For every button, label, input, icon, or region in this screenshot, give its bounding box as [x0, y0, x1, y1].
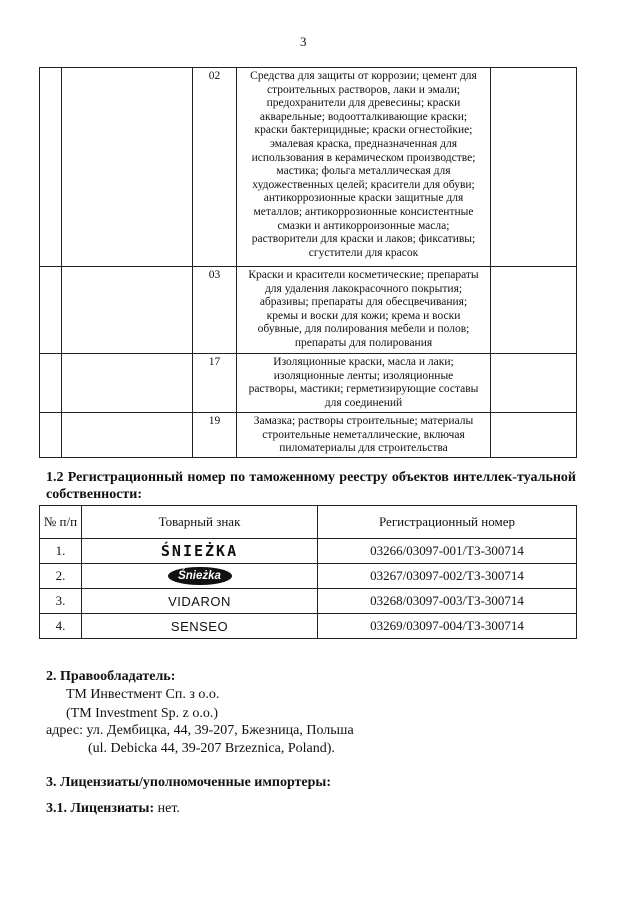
page-number: 3	[300, 34, 307, 49]
reg-number: 03266/03097-001/ТЗ-300714	[318, 539, 577, 564]
header-reg-number: Регистрационный номер	[318, 506, 577, 539]
table-row	[40, 68, 577, 267]
description-line: Замазка; растворы строительные; материалы	[253, 414, 474, 427]
row-num: 2.	[40, 564, 82, 589]
description-line: краски бактерицидные; краски огнестойкие;	[254, 124, 473, 137]
empty-cell	[40, 353, 62, 412]
description-line: Средства для защиты от коррозии; цемент для	[250, 70, 477, 82]
licensees-value: нет.	[157, 801, 180, 816]
header-trademark: Товарный знак	[82, 506, 318, 539]
reg-number: 03269/03097-004/ТЗ-300714	[318, 614, 577, 639]
licensees-label: 3.1. Лицензиаты:	[46, 801, 155, 816]
description-line: строительные неметаллические, включая	[262, 428, 465, 441]
empty-cell	[491, 412, 577, 457]
empty-cell	[62, 412, 193, 457]
section-1-2-title: 1.2 Регистрационный номер по таможенному реестру объектов интеллек-туальной собственности:	[46, 470, 576, 502]
trademark-logo-sniezka-oval	[82, 564, 318, 589]
class-description	[237, 412, 491, 457]
description-line: для удаления лакокрасочного покрытия;	[264, 282, 463, 295]
class-description	[237, 68, 491, 267]
description-line: акварельные; водоотталкивающие краски;	[259, 110, 468, 123]
holder-address-pl: (ul. Debicka 44, 39-207 Brzeznica, Poland).	[88, 741, 335, 756]
description-line: обувные, для полирования мебели и полов;	[257, 323, 470, 336]
section-3-heading: 3. Лицензиаты/уполномоченные импортеры:	[46, 775, 332, 790]
holder-name-ru: ТМ Инвестмент Сп. з о.о.	[66, 687, 220, 702]
table-row	[40, 412, 577, 457]
empty-cell	[40, 68, 62, 267]
description-line: использования в керамическом производстве;	[251, 151, 476, 164]
table-row	[40, 589, 577, 614]
class-description	[237, 266, 491, 353]
description-line: растворы, мастики; герметизирующие составы	[248, 383, 479, 396]
description-line: абразивы; препараты для обесцвечивания;	[259, 296, 468, 309]
class-code: 03	[193, 266, 237, 353]
description-line: для соединений	[324, 396, 403, 409]
empty-cell	[62, 353, 193, 412]
row-num: 4.	[40, 614, 82, 639]
reg-number: 03267/03097-002/ТЗ-300714	[318, 564, 577, 589]
header-num: № п/п	[40, 506, 82, 539]
trademark-label: Śnieżka	[168, 567, 232, 585]
description-line: кремы и воски для кожи; крема и воски	[266, 309, 461, 322]
description-line: мастика; фольга металлическая для	[276, 165, 451, 178]
registration-table-header	[40, 506, 577, 539]
empty-cell	[491, 353, 577, 412]
table-row	[40, 353, 577, 412]
table-row	[40, 564, 577, 589]
reg-number: 03268/03097-003/ТЗ-300714	[318, 589, 577, 614]
table-row	[40, 539, 577, 564]
empty-cell	[62, 68, 193, 267]
description-line: антикоррозионные краски защитные для	[263, 192, 464, 205]
empty-cell	[40, 412, 62, 457]
description-line: Изоляционные краски, масла и лаки;	[273, 355, 454, 368]
description-line: художественных целей; красители для обуви;	[252, 178, 475, 191]
table-row	[40, 266, 577, 353]
class-code: 19	[193, 412, 237, 457]
holder-address-ru: адрес: ул. Дембицка, 44, 39-207, Бжезница, Польша	[46, 723, 354, 738]
empty-cell	[62, 266, 193, 353]
class-code: 17	[193, 353, 237, 412]
row-num: 3.	[40, 589, 82, 614]
section-2-heading: 2. Правообладатель:	[46, 669, 176, 684]
empty-cell	[491, 266, 577, 353]
description-line: смазки и антикорроизонные масла;	[277, 219, 450, 232]
description-line: строительных растворов, лаки и эмали;	[266, 83, 461, 96]
holder-name-en: (TM Investment Sp. z o.o.)	[66, 706, 219, 721]
description-line: препараты для полирования	[294, 336, 433, 349]
trademark-logo-sniezka-text	[82, 539, 318, 564]
description-line: изоляционные ленты; изоляционные	[273, 369, 454, 382]
empty-cell	[40, 266, 62, 353]
empty-cell	[491, 68, 577, 267]
description-line: растворители для краски и лаков; фиксативы;	[251, 233, 476, 246]
description-line: металлов; антикоррозионные консистентные	[253, 205, 474, 218]
trademark-label: ŚNIEŻKA	[160, 542, 239, 560]
description-line: пиломатериалы для строительства	[279, 442, 448, 455]
description-line: Краски и красители косметические; препараты	[248, 268, 479, 281]
table-row	[40, 614, 577, 639]
registration-table	[39, 505, 577, 639]
description-line: сгустители для красок	[308, 246, 419, 259]
row-num: 1.	[40, 539, 82, 564]
description-line: эмалевая краска, предназначенная для	[269, 137, 458, 150]
trademark-senseo: SENSEO	[82, 614, 318, 639]
class-description	[237, 353, 491, 412]
section-3-1	[46, 800, 180, 817]
class-code: 02	[193, 68, 237, 267]
description-line: предохранители для древесины; краски	[266, 97, 461, 110]
goods-classes-table	[39, 67, 577, 458]
trademark-vidaron: VIDARON	[82, 589, 318, 614]
